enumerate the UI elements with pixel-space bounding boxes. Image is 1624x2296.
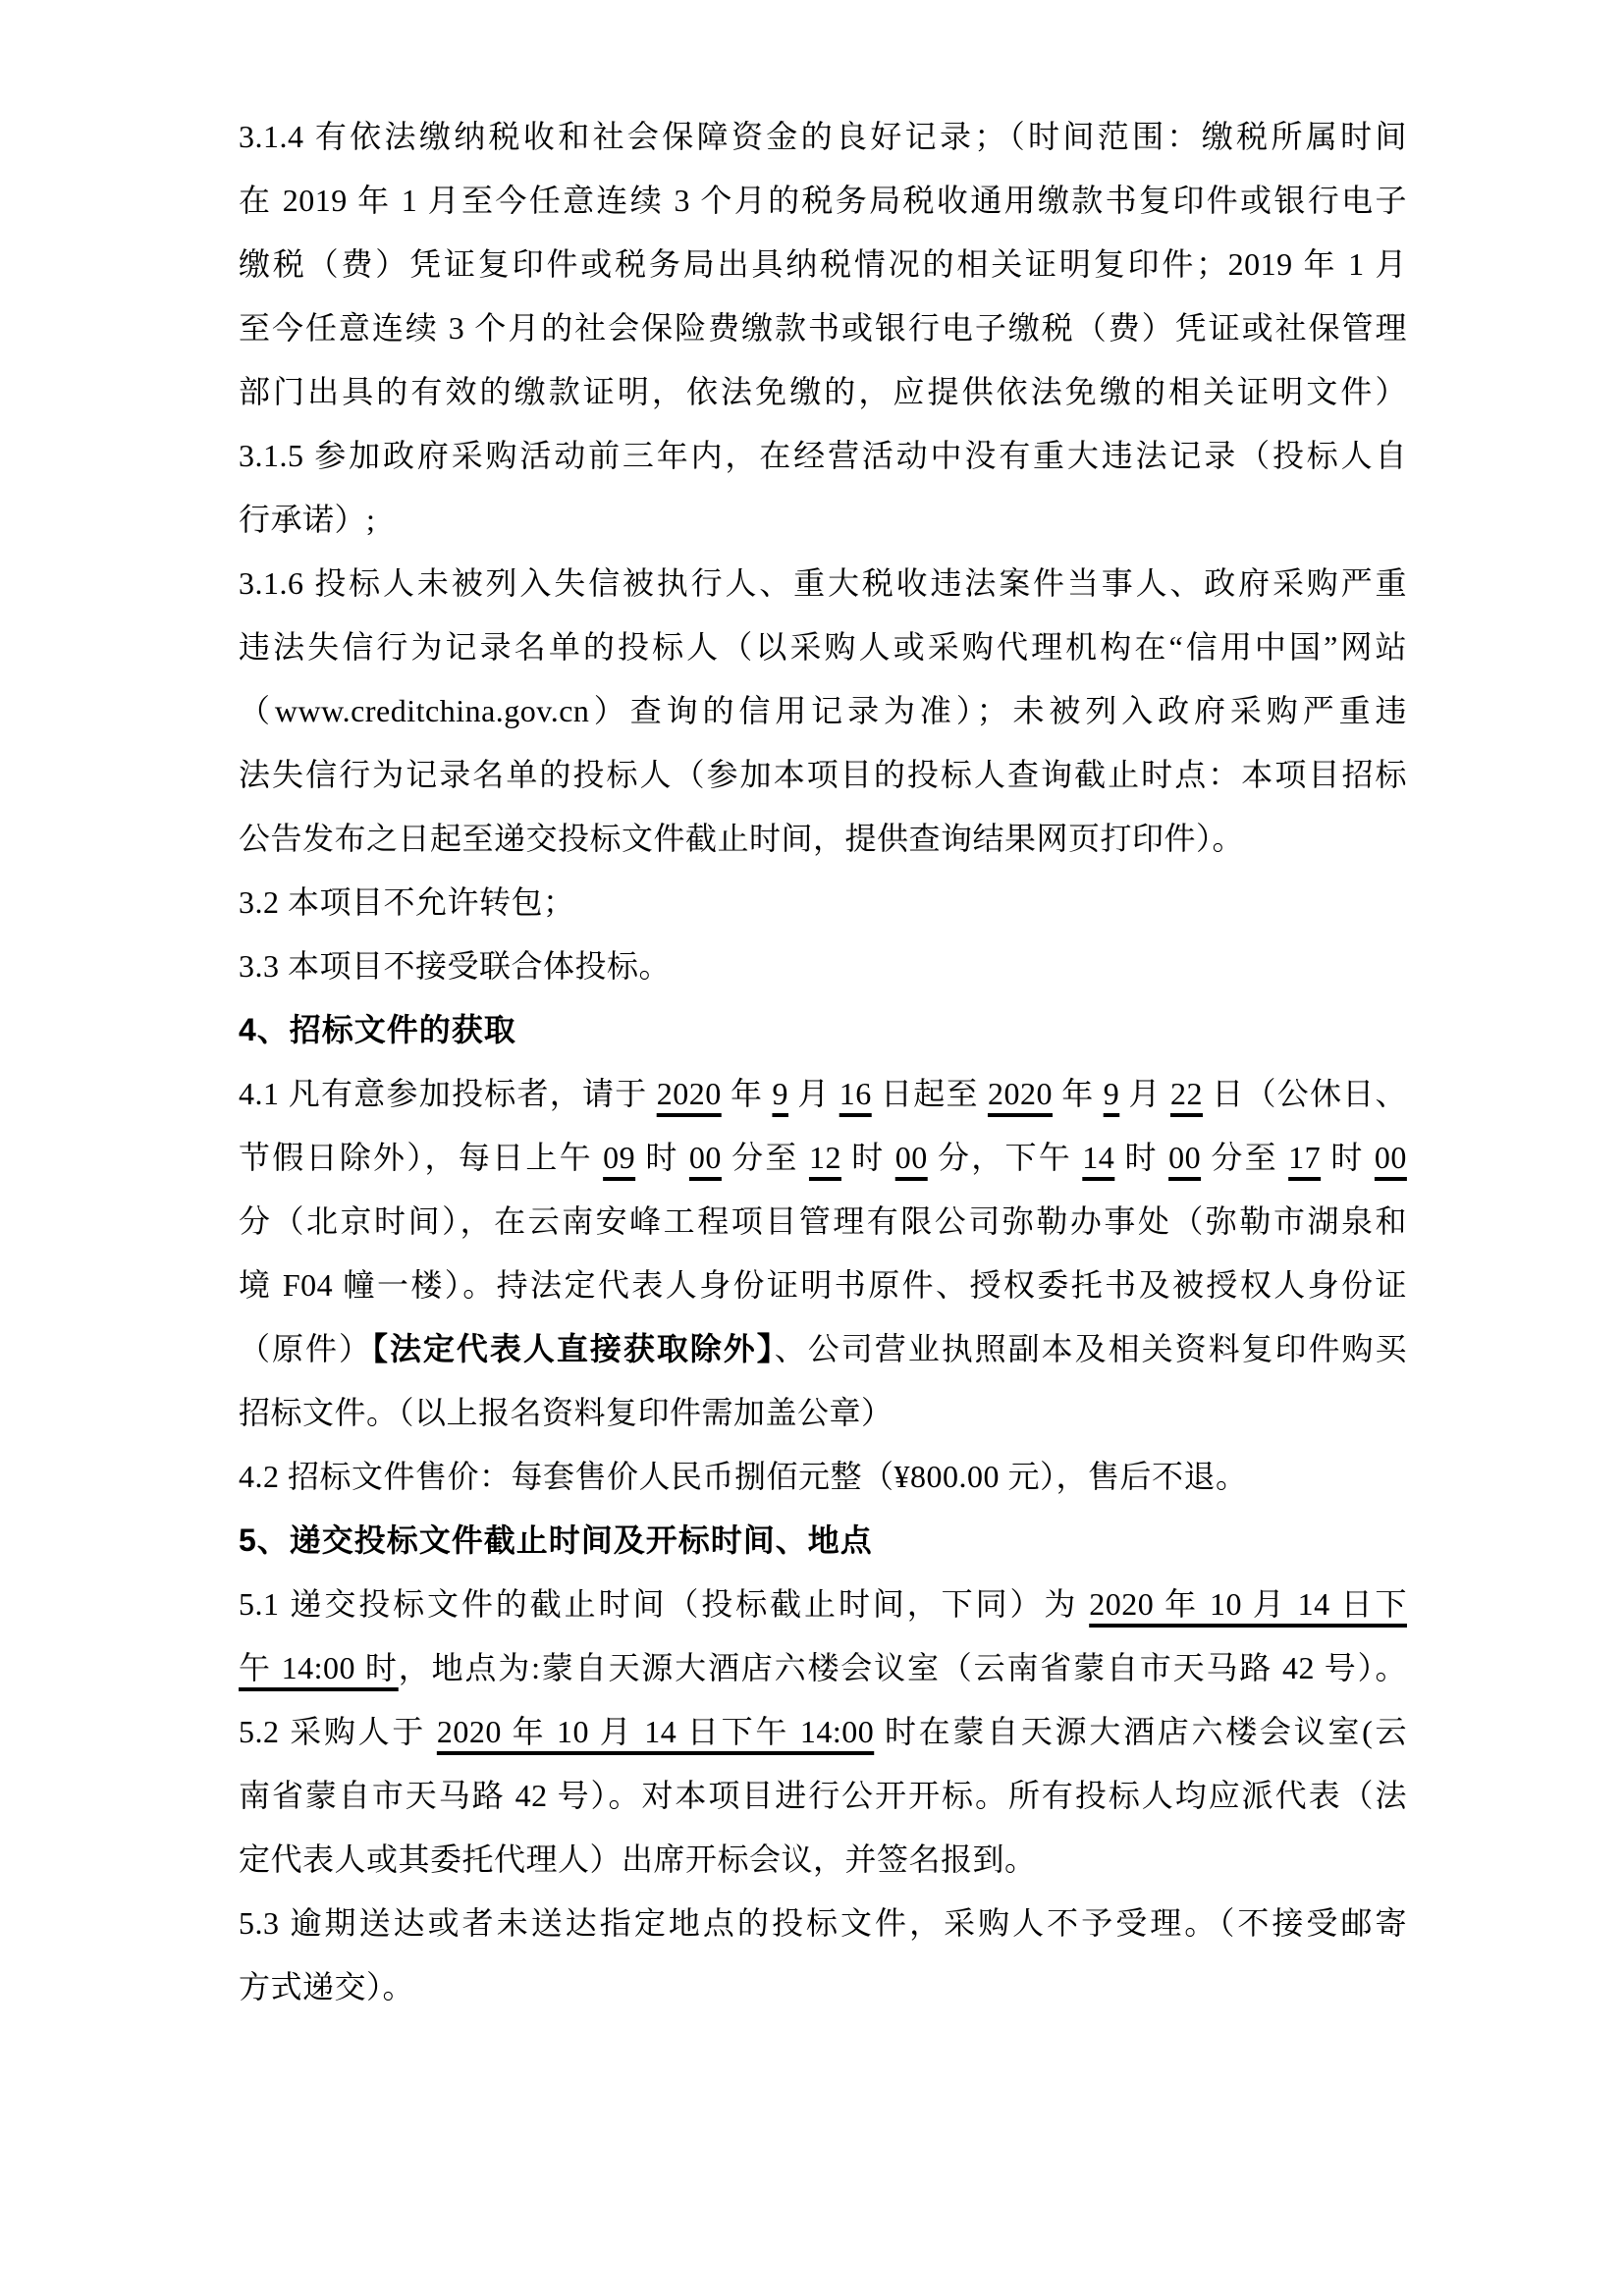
text-line	[239, 1062, 1407, 1126]
text-line	[239, 807, 1407, 871]
text-segment: 定代表人或其委托代理人）出席开标会议，并签名报到。	[239, 1842, 1037, 1877]
text-segment: 3.1.6 投标人未被列入失信被执行人、重大税收违法案件当事人、政府采购严重	[239, 565, 1407, 601]
text-segment: ，地点为:蒙自天源大酒店六楼会议室（云南省蒙自市天马路 42 号）。	[398, 1650, 1407, 1685]
underlined-text: 00	[894, 1140, 928, 1175]
text-segment: 行承诺）;	[239, 502, 376, 537]
text-segment: 至今任意连续 3 个月的社会保险费缴款书或银行电子缴税（费）凭证或社保管理	[239, 310, 1407, 346]
underlined-text: 2020 年 10 月 14 日下	[1089, 1586, 1407, 1622]
text-line	[239, 1190, 1407, 1254]
underlined-text: 9	[772, 1076, 788, 1111]
bold-text: 4、招标文件的获取	[239, 1012, 516, 1047]
section-heading	[239, 1509, 1407, 1573]
text-segment: 时	[635, 1140, 689, 1175]
text-segment: 5.1 递交投标文件的截止时间（投标截止时间，下同）为	[239, 1586, 1090, 1622]
text-segment: 缴税（费）凭证复印件或税务局出具纳税情况的相关证明复印件；2019 年 1 月	[239, 246, 1407, 282]
text-line	[239, 743, 1407, 807]
text-segment: 分（北京时间），在云南安峰工程项目管理有限公司弥勒办事处（弥勒市湖泉和	[239, 1203, 1407, 1239]
text-segment: 5.2 采购人于	[239, 1714, 437, 1749]
text-segment: 公告发布之日起至递交投标文件截止时间，提供查询结果网页打印件）。	[239, 821, 1245, 856]
text-segment: 月	[1119, 1076, 1170, 1111]
text-line	[239, 1828, 1407, 1892]
text-line	[239, 296, 1407, 360]
text-segment: 分至	[1201, 1140, 1289, 1175]
text-segment: 招标文件。（以上报名资料复印件需加盖公章）	[239, 1395, 893, 1430]
text-segment: 违法失信行为记录名单的投标人（以采购人或采购代理机构在“信用中国”网站	[239, 629, 1407, 665]
text-line	[239, 105, 1407, 169]
text-line	[239, 488, 1407, 552]
text-line	[239, 1892, 1407, 1955]
underlined-text: 9	[1103, 1076, 1120, 1111]
text-segment: 节假日除外），每日上午	[239, 1140, 604, 1175]
underlined-text: 00	[1168, 1140, 1202, 1175]
text-segment: 3.1.4 有依法缴纳税收和社会保障资金的良好记录；（时间范围：缴税所属时间	[239, 119, 1407, 154]
underlined-text: 16	[839, 1076, 872, 1111]
underlined-text: 12	[808, 1140, 841, 1175]
underlined-text: 00	[688, 1140, 722, 1175]
text-line	[239, 934, 1407, 998]
text-line	[239, 1126, 1407, 1190]
text-segment: 日（公休日、	[1202, 1076, 1407, 1111]
text-line	[239, 679, 1407, 743]
text-segment: 时	[1321, 1140, 1375, 1175]
text-segment: 时在蒙自天源大酒店六楼会议室(云	[874, 1714, 1407, 1749]
text-line	[239, 552, 1407, 615]
text-segment: 3.1.5 参加政府采购活动前三年内，在经营活动中没有重大违法记录（投标人自	[239, 438, 1407, 473]
text-line	[239, 1573, 1407, 1636]
underlined-text: 09	[603, 1140, 636, 1175]
bold-text: 5、递交投标文件截止时间及开标时间、地点	[239, 1522, 873, 1558]
text-segment: 年	[1052, 1076, 1104, 1111]
text-line	[239, 169, 1407, 233]
text-segment: （原件）	[239, 1331, 372, 1366]
text-segment: 3.2 本项目不允许转包；	[239, 884, 575, 920]
underlined-text: 17	[1288, 1140, 1322, 1175]
underlined-text: 2020 年 10 月 14 日下午 14:00	[436, 1714, 875, 1749]
text-segment: 分，下午	[927, 1140, 1083, 1175]
text-segment: 、公司营业执照副本及相关资料复印件购买	[774, 1331, 1407, 1366]
text-line	[239, 1381, 1407, 1445]
text-line	[239, 871, 1407, 934]
text-line	[239, 1317, 1407, 1381]
text-segment: 5.3 逾期送达或者未送达指定地点的投标文件，采购人不予受理。（不接受邮寄	[239, 1905, 1407, 1941]
underlined-text: 00	[1374, 1140, 1407, 1175]
text-segment: 部门出具的有效的缴款证明，依法免缴的，应提供依法免缴的相关证明文件）	[239, 374, 1407, 409]
text-line	[239, 424, 1407, 488]
text-segment: 时	[840, 1140, 895, 1175]
underlined-text: 2020	[987, 1076, 1053, 1111]
text-line	[239, 360, 1407, 424]
text-segment: 日起至	[871, 1076, 988, 1111]
text-line	[239, 615, 1407, 679]
text-line	[239, 1955, 1407, 2019]
section-heading	[239, 998, 1407, 1062]
text-segment: 4.1 凡有意参加投标者，请于	[239, 1076, 657, 1111]
underlined-text: 午 14:00 时	[239, 1650, 399, 1685]
text-line	[239, 233, 1407, 296]
text-segment: 方式递交）。	[239, 1969, 415, 2004]
text-segment: （www.creditchina.gov.cn）查询的信用记录为准）；未被列入政府采购严重违	[239, 693, 1407, 728]
document-body	[239, 105, 1407, 2019]
underlined-text: 2020	[656, 1076, 722, 1111]
bold-text: 【法定代表人直接获取除外】	[371, 1331, 775, 1366]
text-segment: 分至	[721, 1140, 809, 1175]
text-segment: 3.3 本项目不接受联合体投标。	[239, 948, 672, 984]
underlined-text: 14	[1082, 1140, 1115, 1175]
text-segment: 4.2 招标文件售价：每套售价人民币捌佰元整（¥800.00 元），售后不退。	[239, 1459, 1248, 1494]
text-line	[239, 1445, 1407, 1509]
text-segment: 法失信行为记录名单的投标人（参加本项目的投标人查询截止时点：本项目招标	[239, 757, 1407, 792]
text-segment: 在 2019 年 1 月至今任意连续 3 个月的税务局税收通用缴款书复印件或银行电子	[239, 183, 1407, 218]
text-segment: 月	[787, 1076, 839, 1111]
text-line	[239, 1254, 1407, 1317]
text-segment: 境 F04 幢一楼）。持法定代表人身份证明书原件、授权委托书及被授权人身份证	[239, 1267, 1407, 1303]
text-line	[239, 1700, 1407, 1764]
text-segment: 南省蒙自市天马路 42 号）。对本项目进行公开开标。所有投标人均应派代表（法	[239, 1778, 1407, 1813]
text-segment: 时	[1114, 1140, 1169, 1175]
text-line	[239, 1764, 1407, 1828]
text-line	[239, 1636, 1407, 1700]
underlined-text: 22	[1169, 1076, 1203, 1111]
text-segment: 年	[721, 1076, 773, 1111]
